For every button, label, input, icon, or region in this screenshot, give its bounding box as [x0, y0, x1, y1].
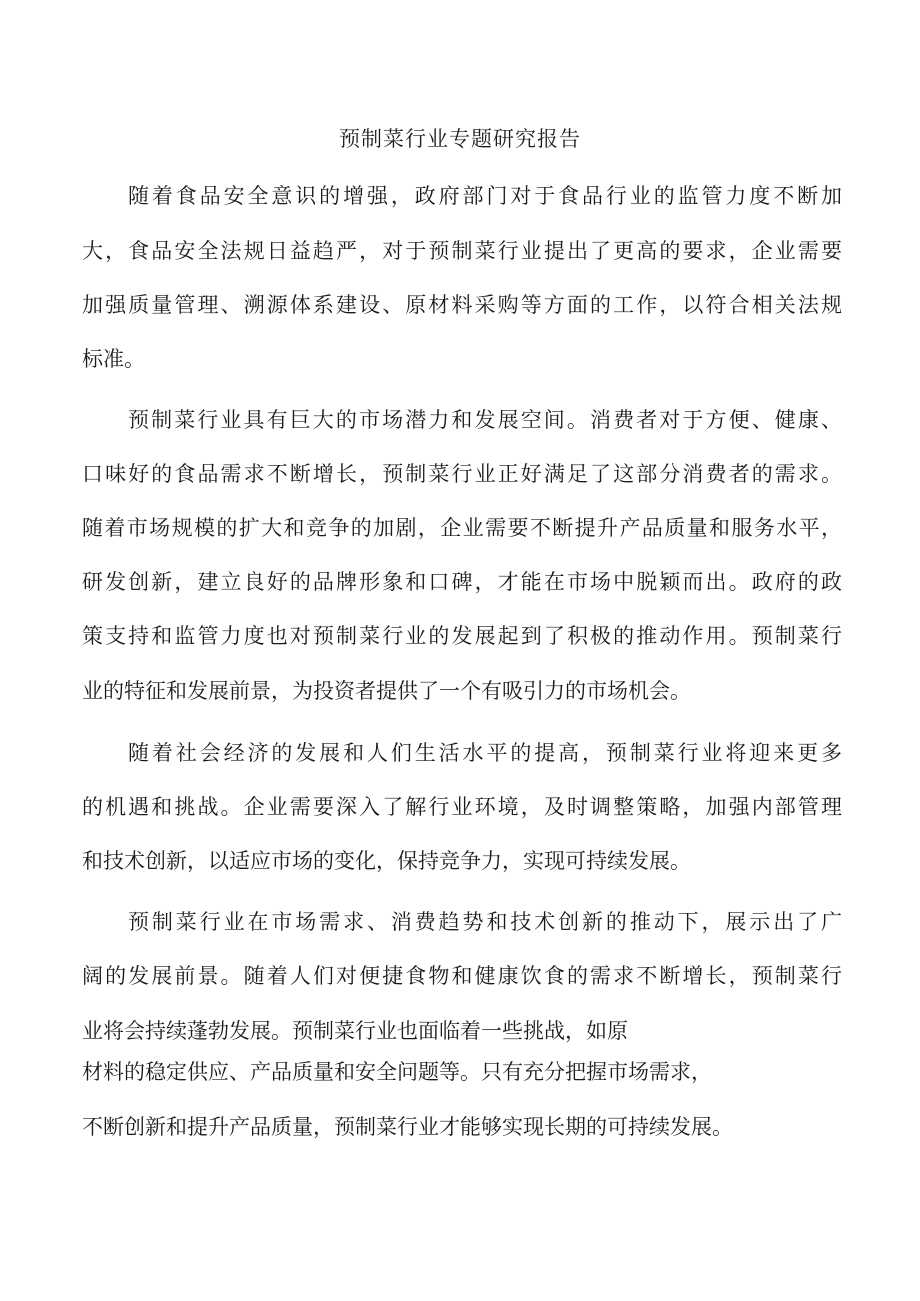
- paragraph-4-line-2: 阔的发展前景。随着人们对便捷食物和健康饮食的需求不断增长，预制菜行: [82, 964, 842, 988]
- page-title: 预制菜行业专题研究报告: [339, 127, 581, 151]
- paragraph-3-line-2: 的机遇和挑战。企业需要深入了解行业环境，及时调整策略，加强内部管理: [82, 795, 842, 819]
- paragraph-2-line-5: 策支持和监管力度也对预制菜行业的发展起到了积极的推动作用。预制菜行: [82, 624, 842, 648]
- paragraph-1-line-1: 随着食品安全意识的增强，政府部门对于食品行业的监管力度不断加: [128, 184, 842, 208]
- paragraph-1-line-2: 大，食品安全法规日益趋严，对于预制菜行业提出了更高的要求，企业需要: [82, 239, 842, 263]
- paragraph-2-line-1: 预制菜行业具有巨大的市场潜力和发展空间。消费者对于方便、健康、: [128, 408, 842, 432]
- paragraph-1-line-3: 加强质量管理、溯源体系建设、原材料采购等方面的工作，以符合相关法规: [82, 293, 842, 317]
- paragraph-4-line-4: 材料的稳定供应、产品质量和安全问题等。只有充分把握市场需求，: [82, 1060, 712, 1084]
- paragraph-2-line-3: 随着市场规模的扩大和竞争的加剧，企业需要不断提升产品质量和服务水平，: [82, 516, 842, 540]
- paragraph-2-line-2: 口味好的食品需求不断增长，预制菜行业正好满足了这部分消费者的需求。: [82, 462, 842, 486]
- paragraph-2-line-4: 研发创新，建立良好的品牌形象和口碑，才能在市场中脱颖而出。政府的政: [82, 570, 842, 594]
- paragraph-4-line-5: 不断创新和提升产品质量，预制菜行业才能够实现长期的可持续发展。: [82, 1115, 733, 1139]
- paragraph-2-line-6: 业的特征和发展前景，为投资者提供了一个有吸引力的市场机会。: [82, 679, 691, 703]
- paragraph-4-line-3: 业将会持续蓬勃发展。预制菜行业也面临着一些挑战，如原: [82, 1019, 628, 1043]
- paragraph-4-line-1: 预制菜行业在市场需求、消费趋势和技术创新的推动下，展示出了广: [128, 910, 842, 934]
- paragraph-3-line-1: 随着社会经济的发展和人们生活水平的提高，预制菜行业将迎来更多: [128, 741, 842, 765]
- paragraph-1-line-4: 标准。: [82, 347, 145, 371]
- paragraph-3-line-3: 和技术创新，以适应市场的变化，保持竞争力，实现可持续发展。: [82, 849, 691, 873]
